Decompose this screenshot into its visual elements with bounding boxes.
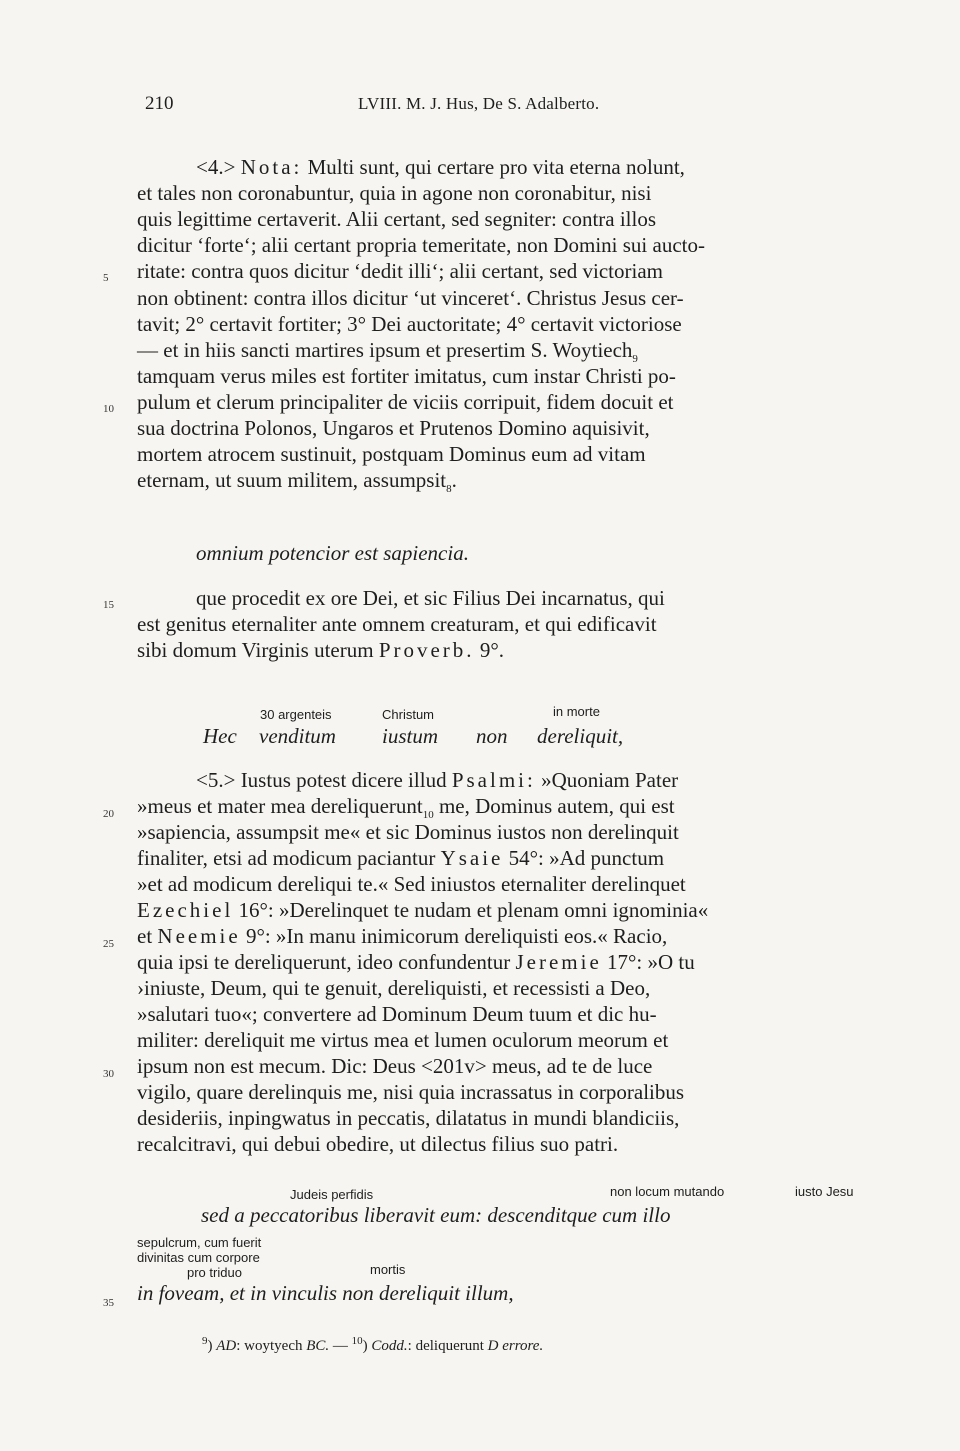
footnote-ref: 10 bbox=[422, 809, 434, 822]
text-line: tamquam verus miles est fortiter imitatus, cum instar Christi po- bbox=[137, 364, 676, 388]
bible-reference: Jeremie bbox=[515, 950, 602, 974]
line-number: 30 bbox=[103, 1068, 114, 1080]
footnote-number: 10 bbox=[351, 1335, 363, 1347]
section-marker: <4.> bbox=[196, 155, 236, 179]
running-title: LVIII. M. J. Hus, De S. Adalberto. bbox=[358, 94, 600, 113]
lemma-line: omnium potencior est sapiencia. bbox=[196, 541, 469, 565]
bible-reference: Ezechiel bbox=[137, 898, 234, 922]
text-line: est genitus eternaliter ante omnem creaturam, et qui edificavit bbox=[137, 612, 657, 636]
text-line: recalcitravi, qui debui obedire, ut dilectus filius suo patri. bbox=[137, 1132, 619, 1156]
interlinear-gloss: non locum mutando bbox=[610, 1184, 725, 1199]
text-line: desideriis, inpingwatus in peccatis, dilatatus in mundi blandiciis, bbox=[137, 1106, 680, 1130]
footnote-ref: 8 bbox=[446, 483, 452, 496]
line-number: 5 bbox=[103, 272, 109, 284]
footnotes: $^9$) AD: woytyech BC. — $^{10}$) Codd.: deliquerunt D errore. bbox=[202, 1335, 544, 1354]
bible-reference: Proverb. bbox=[378, 638, 475, 662]
folio-marker: <201v> bbox=[421, 1054, 487, 1078]
interlinear-gloss: Christum bbox=[382, 707, 435, 722]
line-number: 10 bbox=[103, 403, 114, 415]
text-line: <4.> Nota: Multi sunt, qui certare pro vita eterna nolunt, bbox=[196, 155, 685, 179]
text-line: Ezechiel 16°: »Derelinquet te nudam et plenam omni ignominia« bbox=[137, 898, 709, 922]
page-number: 210 bbox=[145, 93, 174, 114]
lemma-word: Hec bbox=[203, 724, 237, 748]
text-line: et tales non coronabuntur, quia in agone non coronabitur, nisi bbox=[137, 181, 652, 205]
bible-reference: Neemie bbox=[157, 924, 241, 948]
interlinear-gloss: 30 argenteis bbox=[260, 707, 332, 722]
text-line: — et in hiis sancti martires ipsum et presertim S. Woytiech$_9$ bbox=[137, 338, 638, 366]
lemma-word: venditum bbox=[259, 724, 336, 748]
text-line: »salutari tuo«; convertere ad Dominum Deum tuum et dic hu- bbox=[137, 1002, 657, 1026]
line-number: 20 bbox=[103, 808, 114, 820]
text-line: »sapiencia, assumpsit me« et sic Dominus iustos non derelinquit bbox=[137, 820, 679, 844]
interlinear-gloss: sepulcrum, cum fuerit bbox=[137, 1235, 262, 1250]
line-number: 35 bbox=[103, 1297, 114, 1309]
text-line: vigilo, quare derelinquis me, nisi quia incrassatus in corporalibus bbox=[137, 1080, 685, 1104]
text-line: mortem atrocem sustinuit, postquam Dominus eum ad vitam bbox=[137, 442, 646, 466]
interlinear-gloss: mortis bbox=[370, 1262, 406, 1277]
text-line: finaliter, etsi ad modicum paciantur Ysaie 54°: »Ad punctum bbox=[137, 846, 665, 870]
text-line: sua doctrina Polonos, Ungaros et Prutenos Domino aquisivit, bbox=[137, 416, 650, 440]
text-line: ipsum non est mecum. Dic: Deus <201v> meus, ad te de luce bbox=[137, 1054, 653, 1078]
section-marker: <5.> bbox=[196, 768, 236, 792]
text-line: sibi domum Virginis uterum Proverb. 9°. bbox=[137, 638, 504, 662]
lemma-word: iustum bbox=[382, 724, 439, 748]
interlinear-gloss: in morte bbox=[553, 704, 600, 719]
text-line: dicitur ‘forte‘; alii certant propria temeritate, non Domini sui aucto- bbox=[137, 233, 705, 257]
text-line: ›iniuste, Deum, qui te genuit, dereliquisti, et recessisti a Deo, bbox=[137, 976, 651, 1000]
text-line: ritate: contra quos dicitur ‘dedit illi‘; alii certant, sed victoriam bbox=[137, 259, 663, 283]
footnote-ref: 9 bbox=[632, 353, 638, 366]
text-line: pulum et clerum principaliter de viciis corripuit, fidem docuit et bbox=[137, 390, 674, 414]
text-line: et Neemie 9°: »In manu inimicorum dereliquisti eos.« Racio, bbox=[137, 924, 668, 948]
footnote-number: 9 bbox=[202, 1335, 208, 1347]
text-line: »et ad modicum dereliqui te.« Sed iniustos eternaliter derelinquet bbox=[137, 872, 686, 896]
text-line: que procedit ex ore Dei, et sic Filius Dei incarnatus, qui bbox=[196, 586, 665, 610]
interlinear-gloss: pro triduo bbox=[187, 1265, 242, 1280]
text-line: <5.> Iustus potest dicere illud Psalmi: »Quoniam Pater bbox=[196, 768, 679, 792]
bible-reference: Psalmi: bbox=[451, 768, 536, 792]
interlinear-gloss: iusto Jesu bbox=[795, 1184, 854, 1199]
lemma-word: dereliquit, bbox=[537, 724, 624, 748]
bible-reference: Ysaie bbox=[440, 846, 504, 870]
text-line: quia ipsi te dereliquerunt, ideo confundentur Jeremie 17°: »O tu bbox=[137, 950, 695, 974]
lemma-line: in foveam, et in vinculis non dereliquit illum, bbox=[137, 1281, 514, 1305]
text-line: »meus et mater mea dereliquerunt$_{10}$ me, Dominus autem, qui est bbox=[137, 794, 675, 822]
nota-label: Nota: bbox=[240, 155, 303, 179]
text-line: militer: dereliquit me virtus mea et lumen oculorum meorum et bbox=[137, 1028, 669, 1052]
text-line: non obtinent: contra illos dicitur ‘ut vinceret‘. Christus Jesus cer- bbox=[137, 286, 684, 310]
line-number: 25 bbox=[103, 938, 114, 950]
text-line: eternam, ut suum militem, assumpsit$_8$. bbox=[137, 468, 457, 496]
text-line: tavit; 2° certavit fortiter; 3° Dei auctoritate; 4° certavit victoriose bbox=[137, 312, 682, 336]
lemma-line: sed a peccatoribus liberavit eum: descenditque cum illo bbox=[201, 1203, 671, 1227]
lemma-word: non bbox=[476, 724, 508, 748]
line-number: 15 bbox=[103, 599, 114, 611]
interlinear-gloss: Judeis perfidis bbox=[290, 1187, 374, 1202]
interlinear-gloss: divinitas cum corpore bbox=[137, 1250, 260, 1265]
text-line: quis legittime certaverit. Alii certant, sed segniter: contra illos bbox=[137, 207, 657, 231]
